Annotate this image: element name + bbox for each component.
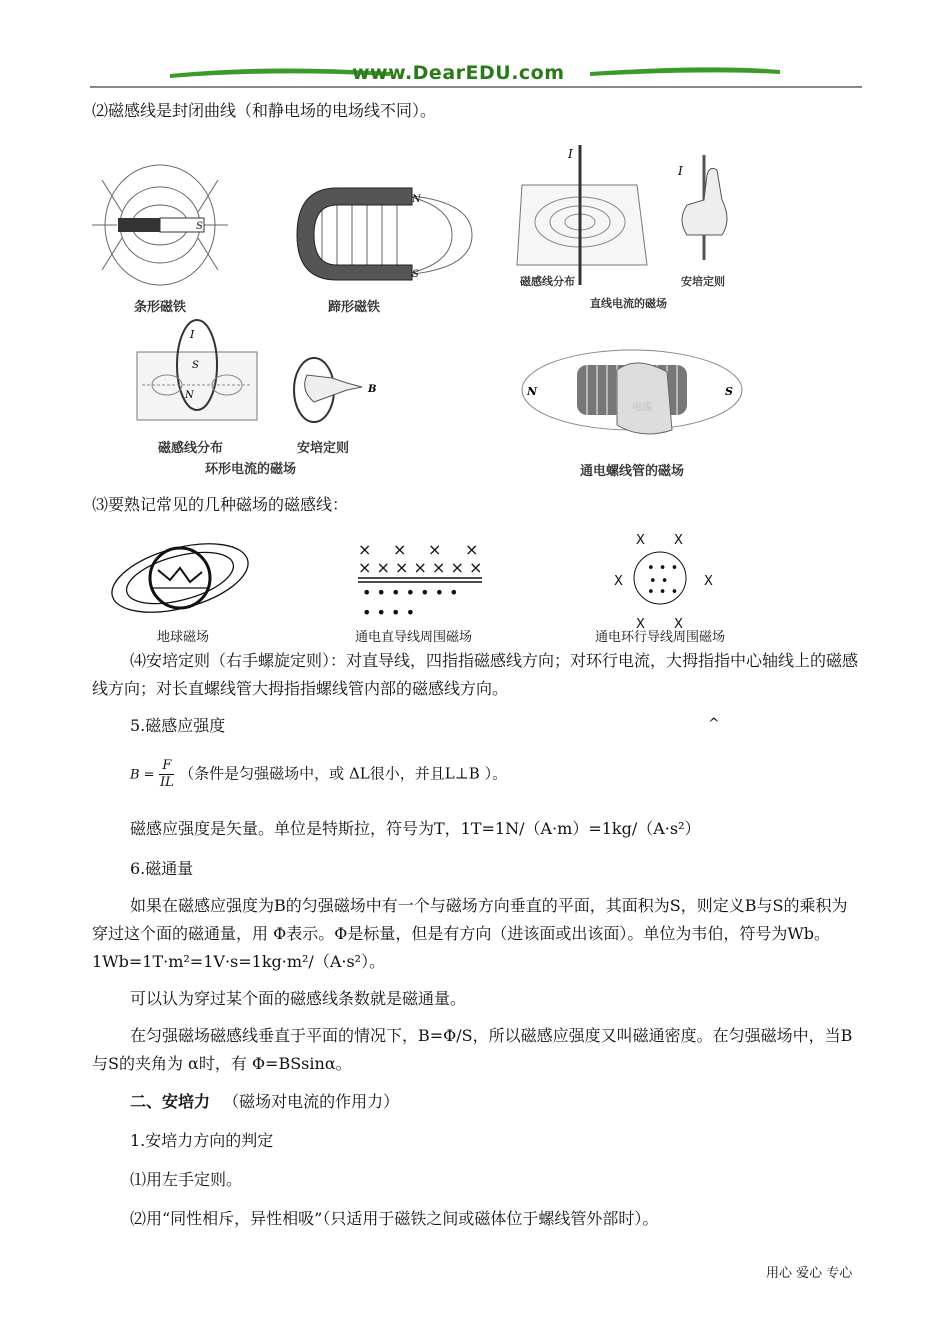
- ring-i-label: I: [190, 328, 195, 341]
- ring-n-label: N: [185, 390, 194, 401]
- bar-s-label: S: [196, 221, 203, 232]
- svg-text:X: X: [674, 617, 683, 630]
- section2-subtitle: （磁场对电流的作用力）: [223, 1092, 400, 1111]
- caption-earth: 地球磁场: [157, 630, 210, 645]
- formula-num: F: [159, 758, 174, 775]
- formula-condition: （条件是匀强磁场中，或 ΔL很小，并且L⊥B ）。: [179, 764, 508, 783]
- svg-text:X: X: [614, 574, 623, 589]
- para-density: 在匀强磁场磁感线垂直于平面的情况下，B=Φ/S，所以磁感应强度又叫磁通密度。在匀强磁场中，当B与S的夹角为 α时，有 Φ=BSsinα。: [92, 1026, 853, 1073]
- svg-text:• • •: • • •: [647, 585, 679, 600]
- caption-wire-rule: 安培定则: [681, 275, 725, 288]
- svg-text:×: ×: [465, 540, 479, 559]
- svg-text:• • • •: • • • •: [362, 603, 416, 622]
- hand-i-label: I: [678, 164, 683, 178]
- footer-text: 用心 爱心 专心: [766, 1266, 853, 1281]
- formula-lhs: B =: [130, 767, 155, 783]
- svg-text:×: ×: [428, 540, 442, 559]
- svg-text:×: ×: [393, 540, 407, 559]
- section6-title: 6.磁通量: [130, 859, 194, 878]
- sub1-a: ⑴用左手定则。: [130, 1170, 243, 1189]
- caption-ring-rule: 安培定则: [297, 441, 350, 456]
- formula-fraction: [159, 758, 174, 791]
- caption-ring-dist: 磁感线分布: [158, 441, 224, 456]
- formula-line: [130, 758, 507, 791]
- caption-solenoid: 通电螺线管的磁场: [580, 464, 685, 479]
- sub1-title: 1.安培力方向的判定: [130, 1131, 274, 1150]
- svg-text:X: X: [636, 617, 645, 630]
- para-flux-lines: 可以认为穿过某个面的磁感线条数就是磁通量。: [130, 989, 467, 1008]
- caret-mark: ^: [708, 716, 720, 732]
- formula-den: IL: [159, 775, 174, 790]
- caption-loop: 通电环行导线周围磁场: [595, 630, 726, 645]
- sol-n-label: N: [527, 385, 538, 398]
- sol-s-label: S: [725, 385, 733, 398]
- caption-wire-title: 直线电流的磁场: [590, 297, 667, 310]
- svg-text:X: X: [674, 533, 683, 548]
- svg-text:× × × × × × ×: × × × × × × ×: [358, 558, 483, 577]
- para-ampere-rule: ⑷安培定则（右手螺旋定则）：对直导线，四指指磁感线方向；对环行电流，大拇指指中心轴线上的磁感线方向；对长直螺线管大拇指指螺线管内部的磁感线方向。: [92, 651, 859, 698]
- para-flux: 如果在磁感应强度为B的匀强磁场中有一个与磁场方向垂直的平面，其面积为S，则定义B与S的乘积为穿过这个面的磁通量，用 Φ表示。Φ是标量，但是有方向（进该面或出该面）。单位为韦伯，符号为Wb。1Wb=1T·m²=1V·s=1kg·m²/（A·s²）。: [92, 896, 848, 971]
- section5-title: 5.磁感应强度: [130, 716, 226, 735]
- section2-title: 二、安培力: [130, 1092, 211, 1111]
- svg-text:• • • • • • •: • • • • • • •: [362, 583, 459, 602]
- straight-wire-field: [358, 540, 482, 622]
- svg-text:×: ×: [358, 540, 372, 559]
- figure-magnetic-fields: [92, 140, 852, 485]
- caption-u-magnet: 蹄形磁铁: [328, 300, 381, 315]
- svg-text:X: X: [636, 533, 645, 548]
- svg-text:• •: • •: [649, 574, 669, 589]
- caption-straight: 通电直导线周围磁场: [355, 630, 473, 645]
- loop-field-diagram: [614, 533, 713, 630]
- u-n-label: N: [412, 194, 421, 205]
- caption-bar-magnet: 条形磁铁: [134, 300, 187, 315]
- caption-ring-title: 环形电流的磁场: [205, 462, 297, 477]
- solenoid-current: 电流: [632, 402, 652, 413]
- para-closed-curve: ⑵磁感线是封闭曲线（和静电场的电场线不同）。: [92, 101, 437, 120]
- sub1-b: ⑵用“同性相斥，异性相吸”（只适用于磁铁之间或磁体位于螺线管外部时）。: [130, 1209, 659, 1228]
- svg-text:X: X: [704, 574, 713, 589]
- wire-i-label: I: [568, 147, 573, 161]
- section2-heading: [92, 1088, 862, 1116]
- ring-s-label: S: [192, 360, 199, 371]
- para-unit: 磁感应强度是矢量。单位是特斯拉，符号为T，1T=1N/（A·m）=1kg/（A·s²）: [130, 819, 701, 838]
- right-hand-solenoid: [617, 363, 672, 434]
- u-magnet-body: [297, 188, 412, 280]
- bar-magnet-north: [118, 218, 160, 232]
- ring-b-label: B: [368, 384, 377, 395]
- caption-wire-dist: 磁感线分布: [520, 275, 575, 288]
- u-magnet-diagram: [322, 195, 472, 275]
- para-remember: ⑶要熟记常见的几种磁场的磁感线：: [92, 495, 349, 514]
- svg-text:• • •: • • •: [647, 561, 679, 576]
- earth-field-diagram: [105, 531, 256, 625]
- header-site-text: www.DearEDU.com: [352, 62, 565, 84]
- u-s-label: S: [412, 269, 419, 280]
- figure-common-fields: [100, 530, 740, 630]
